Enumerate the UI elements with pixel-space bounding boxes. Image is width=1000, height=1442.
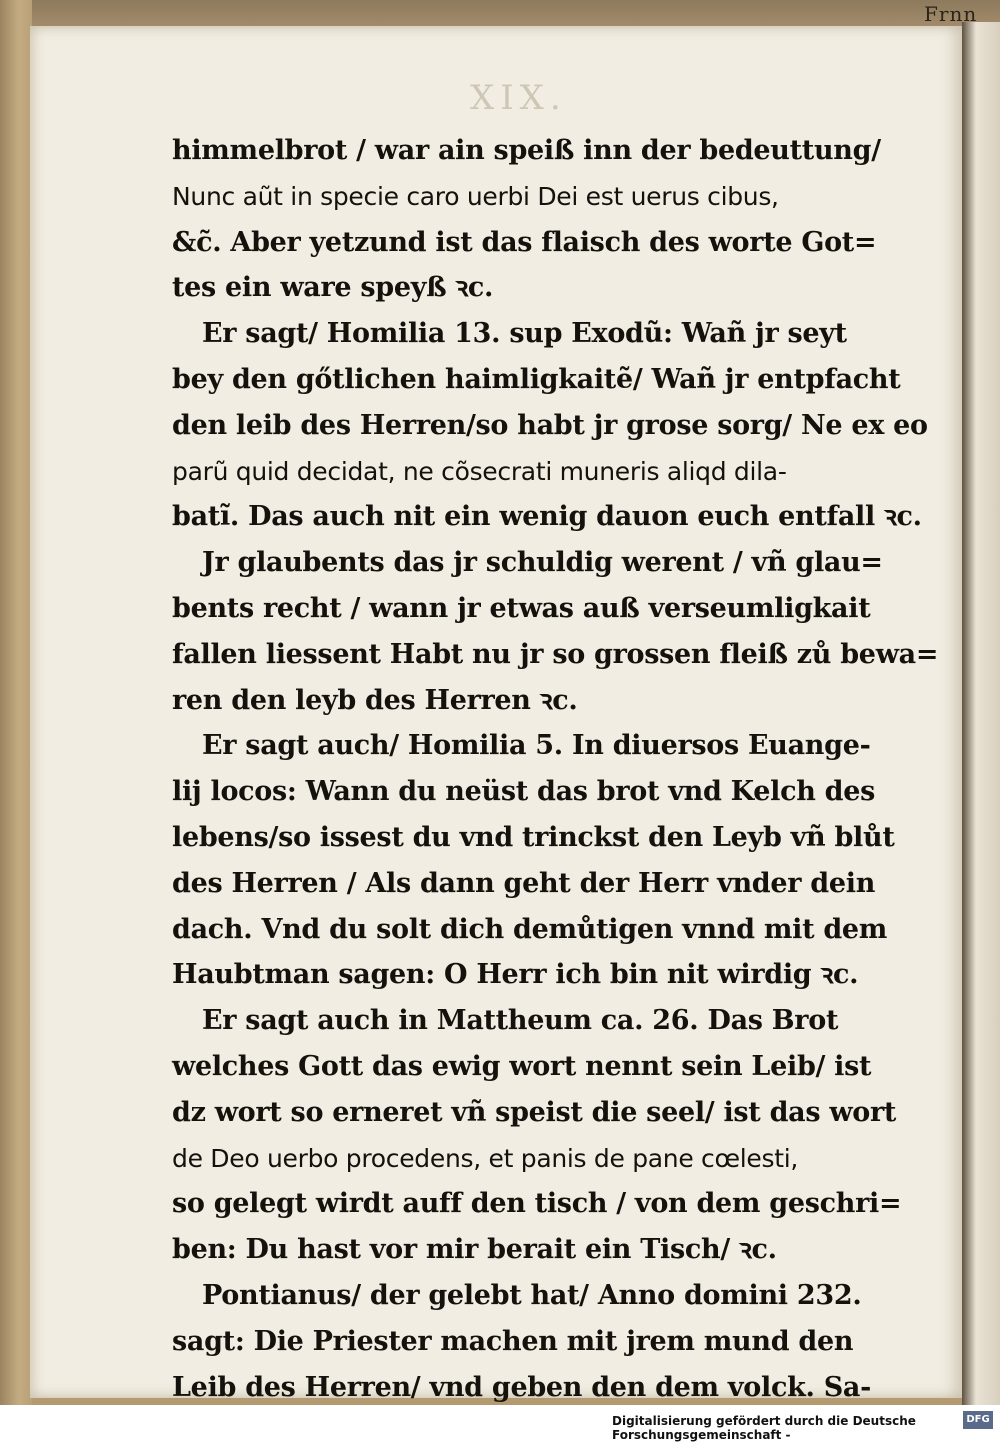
- text-line: fallen liessent Habt nu jr so grossen fleiß zů bewa=: [172, 638, 939, 670]
- text-line: welches Gott das ewig wort nennt sein Leib/ ist: [172, 1050, 872, 1082]
- page-signature: XIX.: [470, 78, 567, 118]
- footer-credit: Digitalisierung gefördert durch die Deutsche Forschungsgemeinschaft -: [612, 1414, 916, 1442]
- text-line: den leib des Herren/so habt jr grose sorg/ Ne ex eo: [172, 409, 928, 441]
- text-line: himmelbrot / war ain speiß inn der bedeuttung/: [172, 135, 881, 166]
- text-line: lij locos: Wann du neüst das brot vnd Kelch des: [172, 776, 876, 808]
- text-line: bey den gőtlichen haimligkaitẽ/ Wañ jr entpfacht: [172, 363, 901, 395]
- text-line: dz wort so erneret vñ speist die seel/ ist das wort: [172, 1096, 897, 1128]
- dfg-logo-icon: DFG: [963, 1411, 993, 1429]
- text-line: dach. Vnd du solt dich demůtigen vnnd mit dem: [172, 913, 888, 945]
- text-line: batĩ. Das auch nit ein wenig dauon euch entfall ꝛc.: [172, 501, 922, 533]
- book-edge-left: [0, 0, 32, 1405]
- text-line: Er sagt auch/ Homilia 5. In diuersos Euange-: [202, 730, 871, 762]
- text-line: tes ein ware speyß ꝛc.: [172, 272, 494, 304]
- text-line: ren den leyb des Herren ꝛc.: [172, 684, 578, 716]
- text-line: ben: Du hast vor mir berait ein Tisch/ ꝛc.: [172, 1234, 777, 1266]
- text-line: Haubtman sagen: O Herr ich bin nit wirdig ꝛc.: [172, 959, 859, 991]
- text-line: parũ quid decidat, ne cõsecrati muneris aliqd dila-: [172, 456, 787, 486]
- text-line: sagt: Die Priester machen mit jrem mund den: [172, 1325, 854, 1357]
- book-edge-right: [962, 22, 1000, 1405]
- text-line: Nunc aũt in specie caro uerbi Dei est uerus cibus,: [172, 181, 779, 211]
- text-line: Leib des Herren/ vnd geben den dem volck. Sa-: [172, 1371, 872, 1403]
- text-line: so gelegt wirdt auff den tisch / von dem geschri=: [172, 1188, 902, 1220]
- text-line: Er sagt/ Homilia 13. sup Exodũ: Wañ jr seyt: [202, 318, 847, 350]
- text-line: Er sagt auch in Mattheum ca. 26. Das Brot: [202, 1005, 839, 1037]
- text-line: de Deo uerbo procedens, et panis de pane cœlesti,: [172, 1143, 799, 1173]
- page-text-block: [172, 128, 939, 1405]
- text-line: Pontianus/ der gelebt hat/ Anno domini 232.: [202, 1279, 862, 1311]
- footer-bar: [0, 1405, 1000, 1442]
- corner-fragment-text: Frnn: [924, 2, 978, 26]
- text-line: bents recht / wann jr etwas auß verseumligkait: [172, 592, 871, 624]
- text-line: Jr glaubents das jr schuldig werent / vñ glau=: [202, 547, 883, 579]
- text-line: &c̃. Aber yetzund ist das flaisch des worte Got=: [172, 226, 877, 258]
- text-line: des Herren / Als dann geht der Herr vnder dein: [172, 867, 876, 899]
- text-line: lebens/so issest du vnd trinckst den Leyb vñ blůt: [172, 821, 895, 853]
